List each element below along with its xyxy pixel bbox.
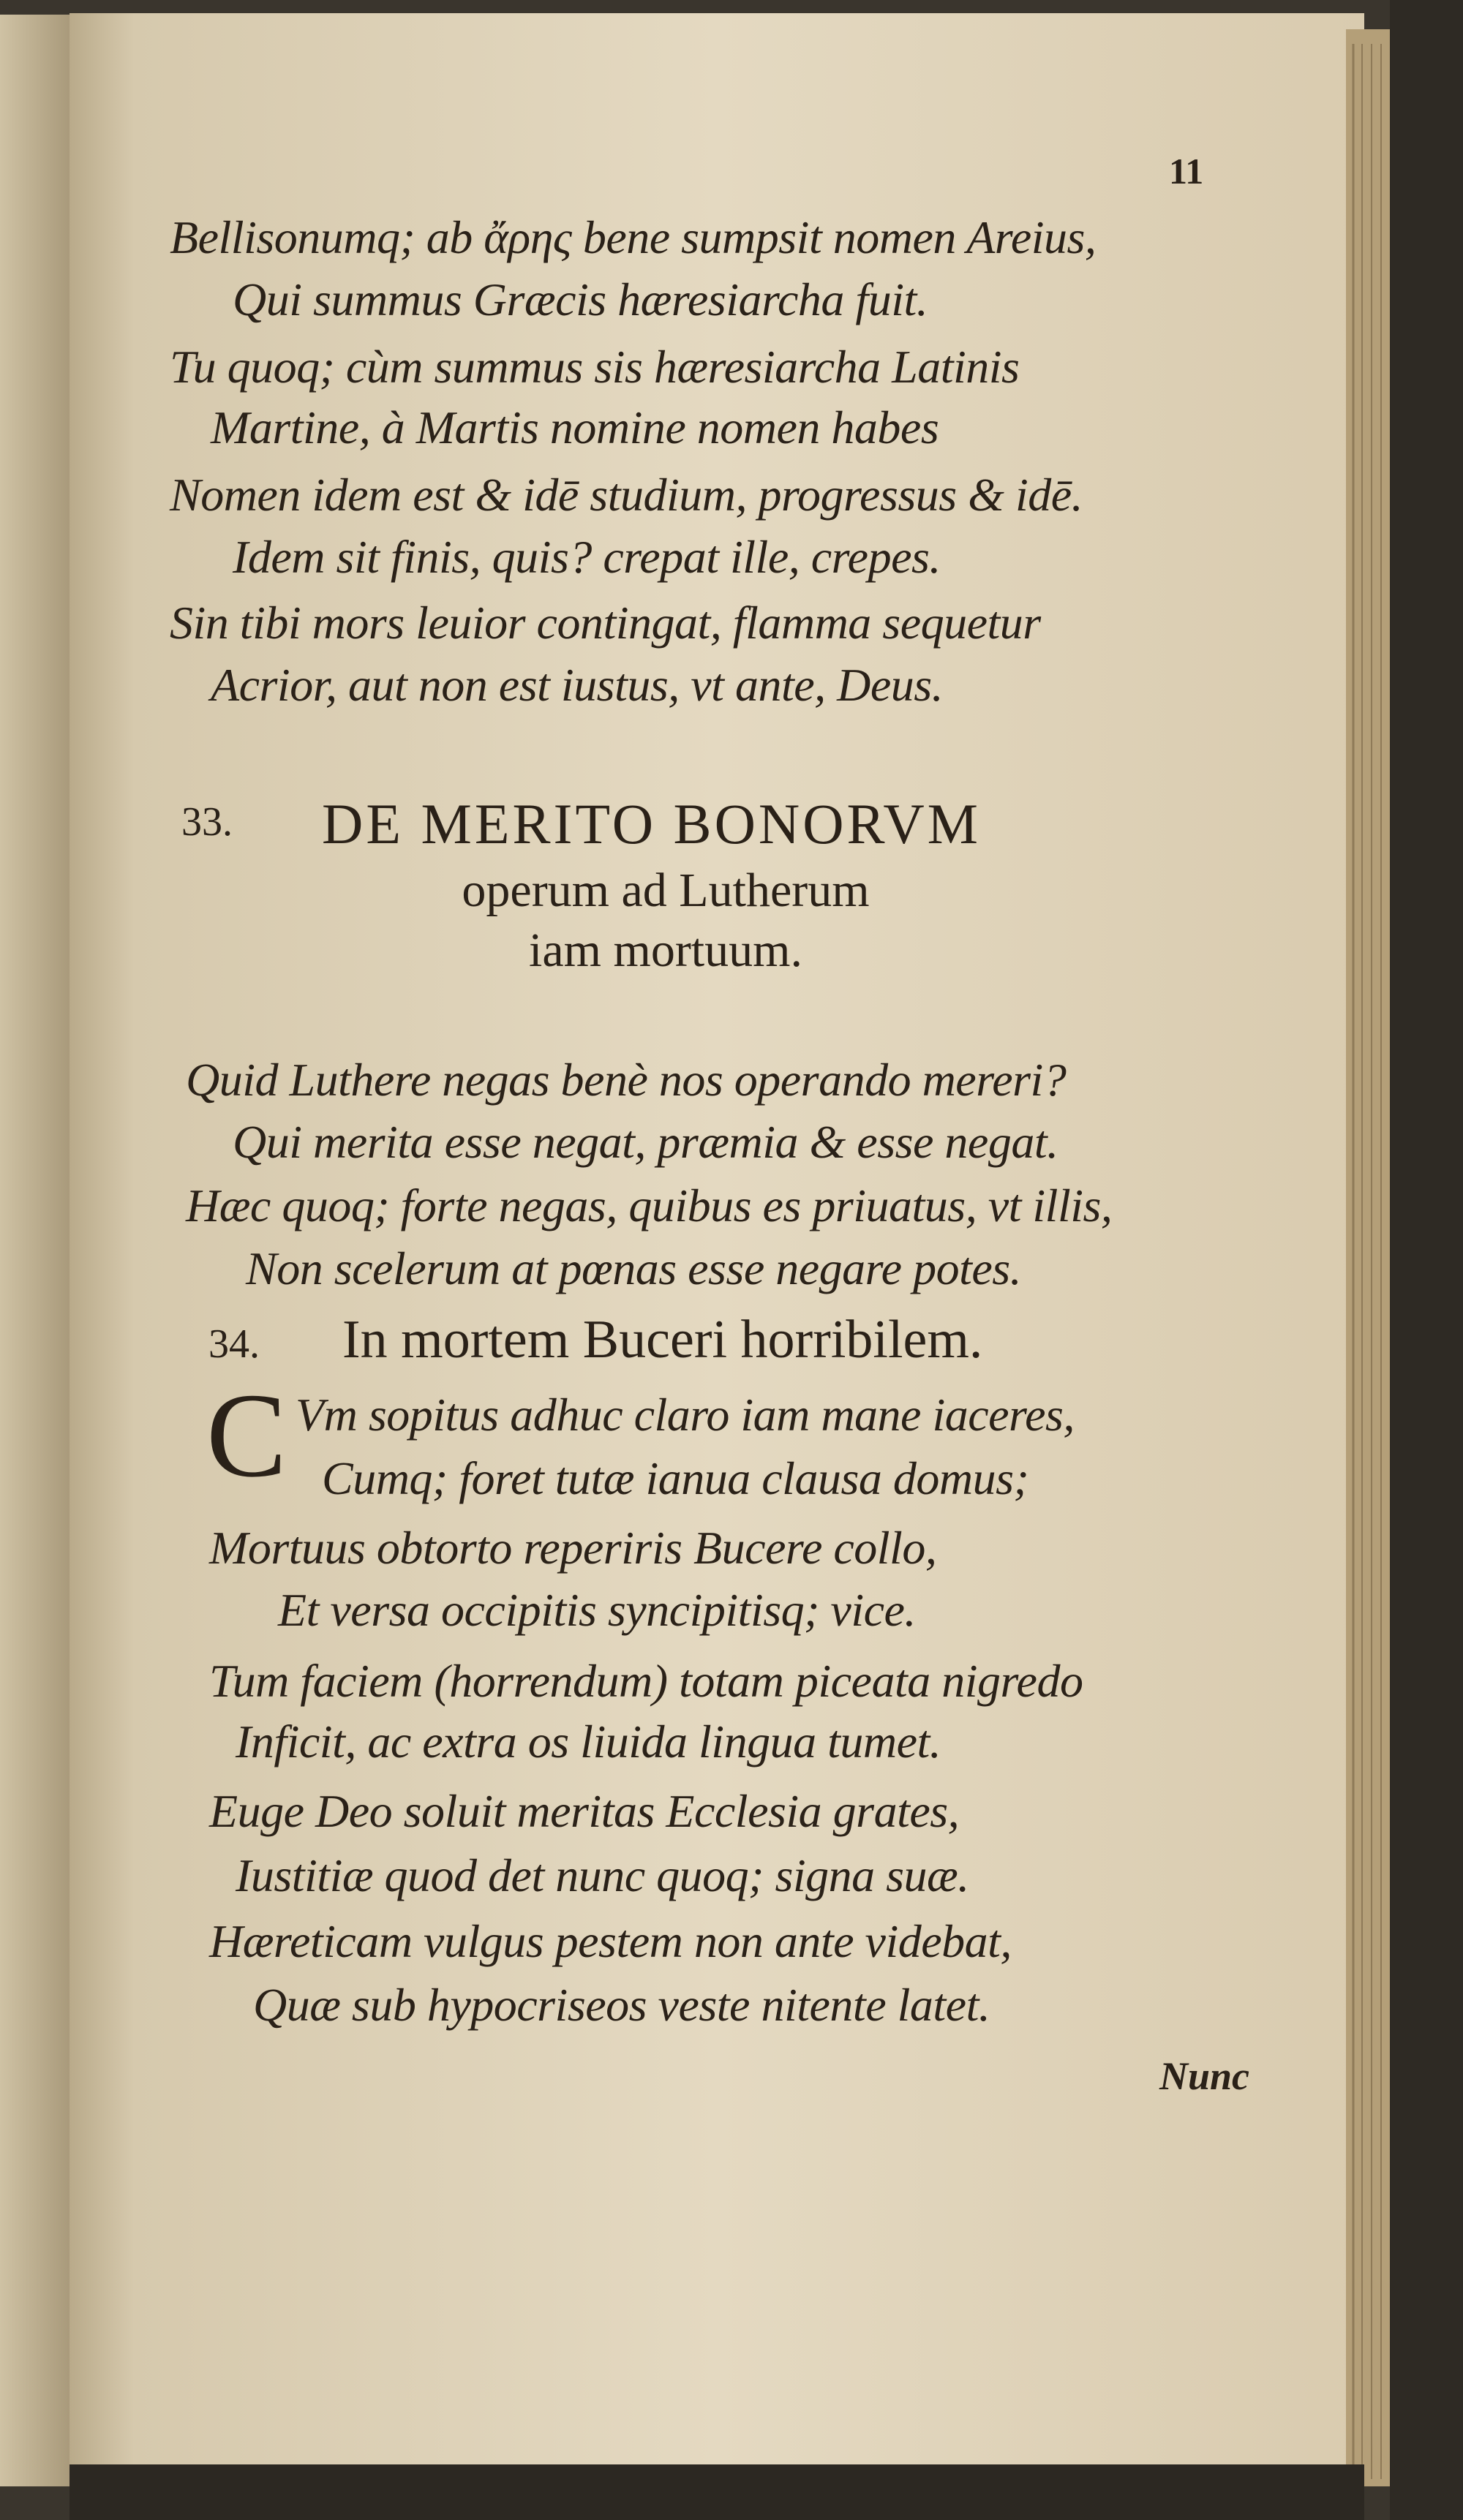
verse-line: Mortuus obtorto reperiris Bucere collo, — [209, 1522, 937, 1574]
verse-line: Tu quoq; cùm summus sis hæresiarcha Latinis — [170, 341, 1020, 393]
verse-line: Hæreticam vulgus pestem non ante videbat, — [209, 1915, 1012, 1967]
verse-line: Iustitiæ quod det nunc quoq; signa suæ. — [236, 1849, 969, 1901]
verse-line: Quæ sub hypocriseos veste nitente latet. — [253, 1979, 990, 2031]
verse-line: Nomen idem est & idē studium, progressus & idē. — [170, 469, 1083, 521]
verse-line: Vm sopitus adhuc claro iam mane iaceres, — [296, 1389, 1075, 1441]
section-title: DE MERITO BONORVM — [322, 792, 982, 856]
section-subtitle: operum ad Lutherum — [462, 864, 870, 917]
verse-line: Euge Deo soluit meritas Ecclesia grates, — [209, 1785, 960, 1837]
catchword: Nunc — [1159, 2054, 1250, 2098]
verse-line: Qui summus Græcis hæresiarcha fuit. — [233, 273, 928, 325]
verse-line: Quid Luthere negas benè nos operando mereri? — [186, 1054, 1067, 1106]
verse-line: Inficit, ac extra os liuida lingua tumet. — [236, 1716, 941, 1768]
verse-line: Acrior, aut non est iustus, vt ante, Deus. — [211, 659, 944, 711]
verse-line: Cumq; foret tutæ ianua clausa domus; — [322, 1452, 1029, 1504]
section-subtitle: iam mortuum. — [529, 924, 802, 977]
section-title: In mortem Buceri horribilem. — [342, 1310, 983, 1370]
verse-line: Tum faciem (horrendum) totam piceata nigredo — [209, 1655, 1083, 1707]
verse-line: Non scelerum at pœnas esse negare potes. — [246, 1242, 1022, 1294]
page-number: 11 — [1169, 151, 1204, 192]
drop-capital: C — [206, 1368, 287, 1502]
verse-line: Hæc quoq; forte negas, quibus es priuatus, vt illis, — [186, 1180, 1113, 1231]
verse-line: Qui merita esse negat, præmia & esse negat. — [233, 1116, 1058, 1168]
section-number: 34. — [208, 1321, 260, 1367]
verse-line: Idem sit finis, quis? crepat ille, crepes. — [233, 531, 941, 583]
verse-line: Bellisonumq; ab ἄρης bene sumpsit nomen Areius, — [170, 211, 1097, 263]
verse-line: Et versa occipitis syncipitisq; vice. — [278, 1584, 916, 1636]
section-number: 33. — [181, 799, 233, 845]
verse-line: Martine, à Martis nomine nomen habes — [211, 401, 939, 453]
verse-line: Sin tibi mors leuior contingat, flamma sequetur — [170, 597, 1041, 649]
